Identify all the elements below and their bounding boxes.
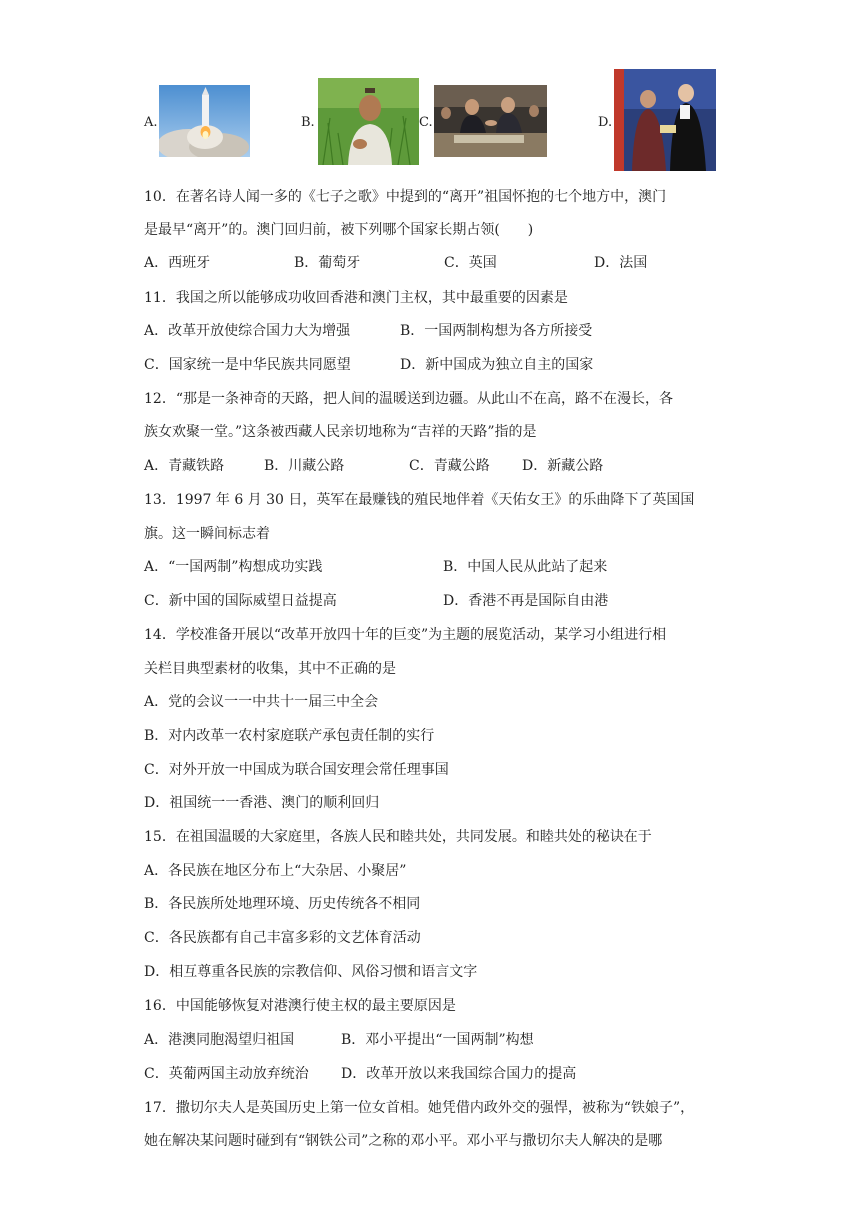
q16-stem-line1: 16．中国能够恢复对港澳行使主权的最主要原因是 bbox=[144, 998, 456, 1014]
q16-option-a[interactable]: A．港澳同胞渴望归祖国 bbox=[144, 1032, 295, 1048]
q13-stem-line1: 13．1997 年 6 月 30 日，英军在最赚钱的殖民地伴着《天佑女王》的乐曲降下了英国国 bbox=[144, 492, 695, 508]
q11-stem-line1: 11．我国之所以能够成功收回香港和澳门主权，其中最重要的因素是 bbox=[144, 290, 568, 306]
q10-option-d[interactable]: D．法国 bbox=[594, 255, 648, 271]
q11-option-b[interactable]: B．一国两制构想为各方所接受 bbox=[400, 323, 593, 339]
q16-option-b[interactable]: B．邓小平提出“一国两制”构想 bbox=[341, 1032, 534, 1048]
option-b-label: B. bbox=[301, 115, 315, 130]
option-d-label: D. bbox=[598, 115, 613, 130]
q14-option-b[interactable]: B．对内改革一农村家庭联产承包责任制的实行 bbox=[144, 728, 435, 744]
q17-stem-line1: 17．撒切尔夫人是英国历史上第一位女首相。她凭借内政外交的强悍，被称为“铁娘子”， bbox=[144, 1100, 695, 1116]
q16-option-c[interactable]: C．英葡两国主动放弃统治 bbox=[144, 1066, 309, 1082]
q15-stem-line1: 15．在祖国温暖的大家庭里，各族人民和睦共处，共同发展。和睦共处的秘诀在于 bbox=[144, 829, 652, 845]
q12-option-a[interactable]: A．青藏铁路 bbox=[144, 458, 225, 474]
q10-option-a[interactable]: A．西班牙 bbox=[144, 255, 211, 271]
q11-option-d[interactable]: D．新中国成为独立自主的国家 bbox=[400, 357, 594, 373]
q16-option-d[interactable]: D．改革开放以来我国综合国力的提高 bbox=[341, 1066, 577, 1082]
q15-option-c[interactable]: C．各民族都有自己丰富多彩的文艺体育活动 bbox=[144, 930, 421, 946]
q15-option-a[interactable]: A．各民族在地区分布上“大杂居、小聚居” bbox=[144, 863, 407, 879]
q17-stem-line2: 她在解决某问题时碰到有“钢铁公司”之称的邓小平。邓小平与撒切尔夫人解决的是哪 bbox=[144, 1133, 663, 1149]
handshake-signing-image bbox=[434, 85, 547, 157]
scientist-rice-field-image bbox=[318, 78, 419, 165]
q13-option-b[interactable]: B．中国人民从此站了起来 bbox=[443, 559, 608, 575]
option-c-label: C. bbox=[419, 115, 433, 130]
award-ceremony-image bbox=[614, 69, 716, 171]
q13-option-c[interactable]: C．新中国的国际威望日益提高 bbox=[144, 593, 337, 609]
q13-stem-line2: 旗。这一瞬间标志着 bbox=[144, 526, 270, 542]
q13-option-d[interactable]: D．香港不再是国际自由港 bbox=[443, 593, 609, 609]
q15-option-d[interactable]: D．相互尊重各民族的宗教信仰、风俗习惯和语言文字 bbox=[144, 964, 478, 980]
q12-stem-line1: 12．“那是一条神奇的天路，把人间的温暖送到边疆。从此山不在高，路不在漫长，各 bbox=[144, 391, 673, 407]
q14-option-a[interactable]: A．党的会议一一中共十一届三中全会 bbox=[144, 694, 379, 710]
q14-option-c[interactable]: C．对外开放一中国成为联合国安理会常任理事国 bbox=[144, 762, 449, 778]
rocket-launch-image bbox=[159, 85, 250, 157]
q14-option-d[interactable]: D．祖国统一一香港、澳门的顺利回归 bbox=[144, 795, 380, 811]
q14-stem-line2: 关栏目典型素材的收集，其中不正确的是 bbox=[144, 661, 396, 677]
q10-option-c[interactable]: C．英国 bbox=[444, 255, 497, 271]
q10-stem-line1: 10．在著名诗人闻一多的《七子之歌》中提到的“离开”祖国怀抱的七个地方中，澳门 bbox=[144, 189, 667, 205]
q12-option-c[interactable]: C．青藏公路 bbox=[409, 458, 490, 474]
q10-stem-line2: 是最早“离开”的。澳门回归前，被下列哪个国家长期占领( ) bbox=[144, 222, 534, 238]
q12-stem-line2: 族女欢聚一堂。”这条被西藏人民亲切地称为“吉祥的天路”指的是 bbox=[144, 424, 537, 440]
q15-option-b[interactable]: B．各民族所处地理环境、历史传统各不相同 bbox=[144, 896, 421, 912]
q11-option-c[interactable]: C．国家统一是中华民族共同愿望 bbox=[144, 357, 351, 373]
q13-option-a[interactable]: A．“一国两制”构想成功实践 bbox=[144, 559, 323, 575]
q10-option-b[interactable]: B．葡萄牙 bbox=[294, 255, 361, 271]
q12-option-b[interactable]: B．川藏公路 bbox=[264, 458, 345, 474]
q11-option-a[interactable]: A．改革开放使综合国力大为增强 bbox=[144, 323, 351, 339]
q14-stem-line1: 14．学校准备开展以“改革开放四十年的巨变”为主题的展览活动，某学习小组进行相 bbox=[144, 627, 667, 643]
q12-option-d[interactable]: D．新藏公路 bbox=[522, 458, 604, 474]
option-a-label: A. bbox=[144, 115, 158, 130]
